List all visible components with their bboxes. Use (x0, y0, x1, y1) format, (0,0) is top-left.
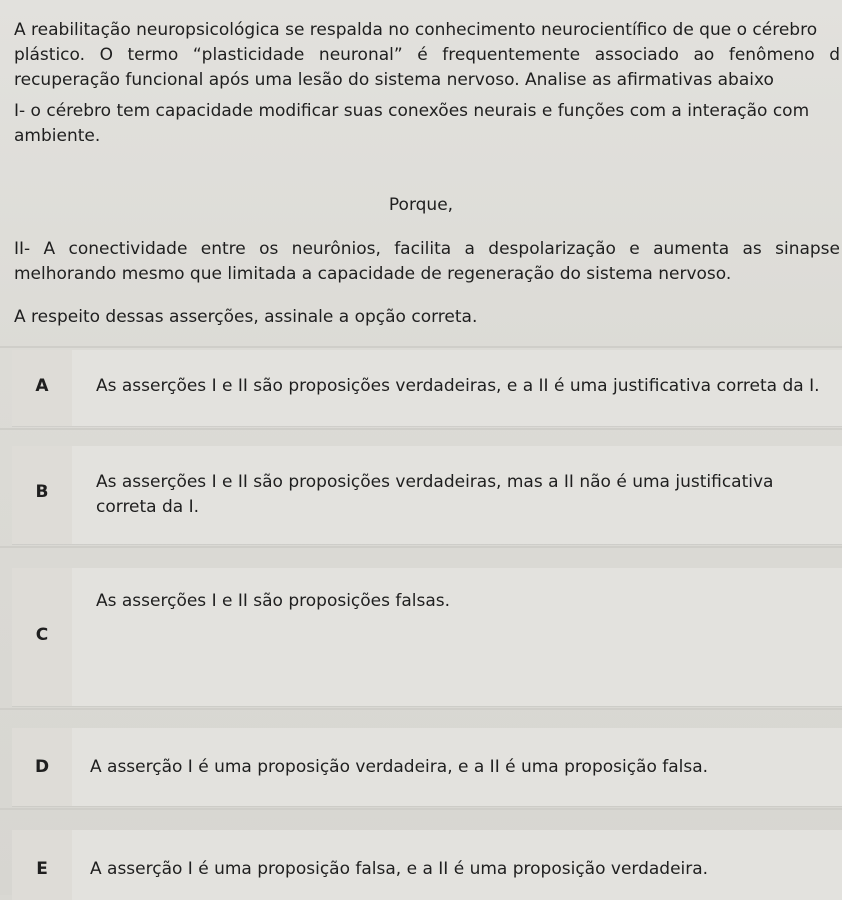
option-d[interactable] (12, 728, 842, 806)
option-e[interactable] (12, 830, 842, 900)
assertion-2 (14, 237, 842, 287)
assertion-1-line: ambiente. (14, 126, 101, 146)
divider (0, 708, 842, 710)
option-letter: C (35, 625, 49, 645)
divider (0, 546, 842, 548)
option-letter: E (36, 859, 48, 879)
divider (0, 808, 842, 810)
option-c[interactable] (12, 568, 842, 706)
option-a[interactable] (12, 350, 842, 426)
intro-line: A reabilitação neuropsicológica se respalda no conhecimento neurocientífico de que o cérebro (14, 20, 818, 40)
connector-text: Porque, (388, 195, 454, 215)
assertion-1-line: I- o cérebro tem capacidade modificar suas conexões neurais e funções com a interação com (14, 101, 810, 121)
divider (0, 346, 842, 348)
assertion-2-line: melhorando mesmo que limitada a capacidade de regeneração do sistema nervoso. (14, 264, 732, 284)
option-text: As asserções I e II são proposições falsas. (96, 591, 451, 611)
option-text: A asserção I é uma proposição verdadeira, e a II é uma proposição falsa. (90, 757, 709, 777)
option-letter: A (35, 376, 49, 396)
question-prompt: A respeito dessas asserções, assinale a opção correta. (14, 307, 478, 327)
assertion-2-line: II- A conectividade entre os neurônios, facilita a despolarização e aumenta as sinapse (14, 239, 840, 259)
option-b[interactable] (12, 446, 842, 544)
option-letter: B (35, 482, 49, 502)
option-letter: D (34, 757, 50, 777)
option-text: As asserções I e II são proposições verdadeiras, e a II é uma justificativa correta da I. (96, 376, 820, 396)
question-intro (14, 18, 842, 149)
option-text-line: As asserções I e II são proposições verdadeiras, mas a II não é uma justificativa (96, 472, 774, 492)
intro-line: recuperação funcional após uma lesão do sistema nervoso. Analise as afirmativas abaixo (14, 70, 774, 90)
intro-line: plástico. O termo “plasticidade neuronal” é frequentemente associado ao fenômeno d (14, 45, 840, 65)
option-text-line: correta da I. (96, 497, 200, 517)
option-text: A asserção I é uma proposição falsa, e a II é uma proposição verdadeira. (90, 859, 709, 879)
divider (0, 428, 842, 430)
